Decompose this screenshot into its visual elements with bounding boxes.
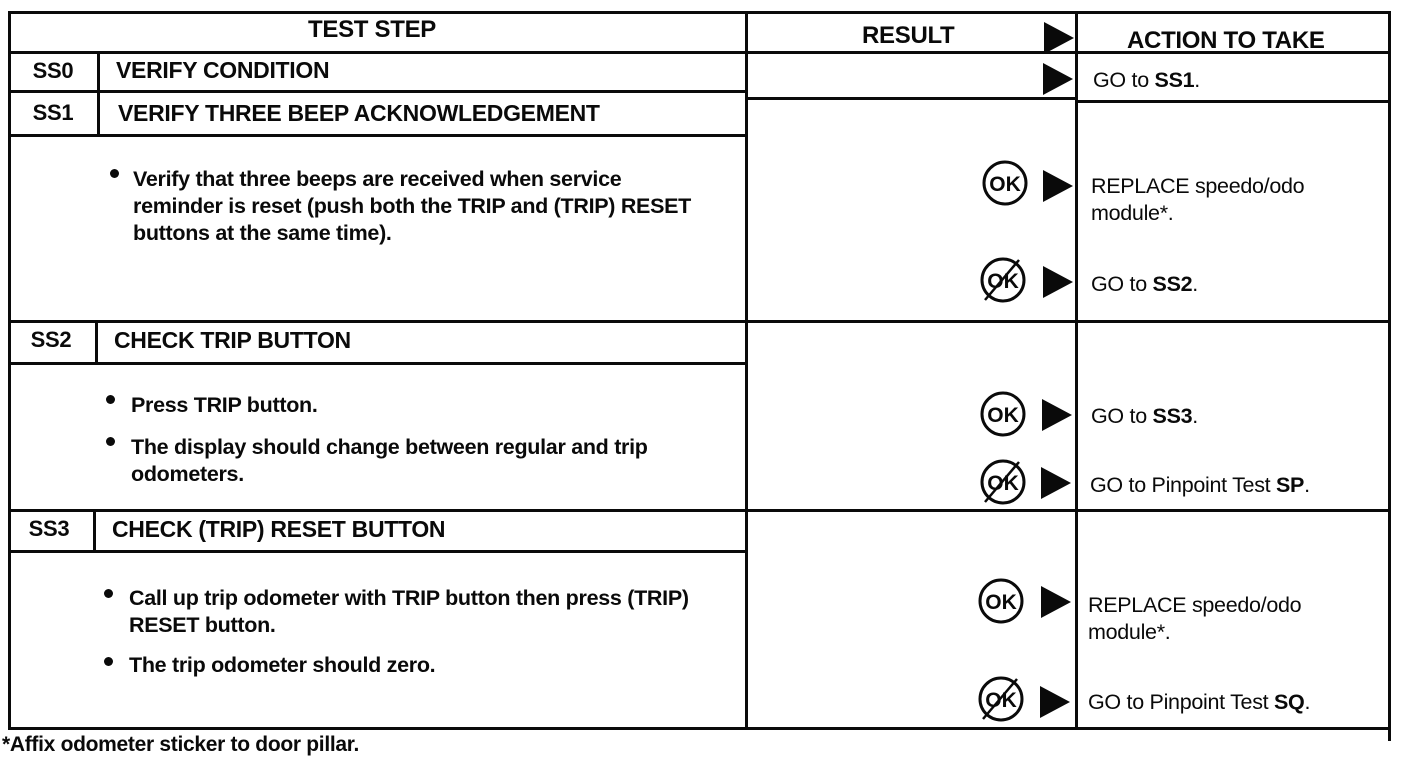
svg-text:OK: OK <box>987 472 1019 495</box>
bullet-icon <box>104 657 113 666</box>
bullet-icon <box>104 589 113 598</box>
step-code-ss0: SS0 <box>32 58 74 83</box>
header-result: RESULT <box>862 22 955 49</box>
arrow-icon <box>1043 63 1073 95</box>
svg-text:OK: OK <box>985 591 1017 614</box>
action-ss3-ok: REPLACE speedo/odo module*. <box>1088 593 1302 644</box>
not-ok-result-icon <box>979 458 1027 506</box>
arrow-icon <box>1041 586 1071 618</box>
arrow-icon <box>1040 686 1070 718</box>
svg-text:OK: OK <box>989 173 1021 196</box>
header-test-step: TEST STEP <box>308 16 436 43</box>
step-instruction: Call up trip odometer with TRIP button then press (TRIP) RESET button. <box>129 586 689 637</box>
step-title-ss3: CHECK (TRIP) RESET BUTTON <box>112 516 446 542</box>
arrow-icon <box>1042 399 1072 431</box>
step-code-ss1: SS1 <box>32 100 74 125</box>
step-instruction: The trip odometer should zero. <box>129 653 436 677</box>
step-code-ss3: SS3 <box>28 516 70 541</box>
bullet-icon <box>106 395 115 404</box>
action-ss2-not-ok: GO to Pinpoint Test SP. <box>1090 473 1310 497</box>
action-ss0: GO to SS1. <box>1093 68 1200 92</box>
header-action: ACTION TO TAKE <box>1127 27 1325 54</box>
svg-text:OK: OK <box>987 270 1019 293</box>
bullet-icon <box>106 437 115 446</box>
svg-text:OK: OK <box>985 689 1017 712</box>
not-ok-result-icon <box>979 256 1027 304</box>
step-instruction: The display should change between regular and trip odometers. <box>131 435 648 486</box>
step-instruction: Press TRIP button. <box>131 393 318 417</box>
arrow-icon <box>1043 266 1073 298</box>
step-code-ss2: SS2 <box>30 327 72 352</box>
ok-result-icon <box>979 390 1027 438</box>
step-title-ss1: VERIFY THREE BEEP ACKNOWLEDGEMENT <box>118 100 600 126</box>
bullet-icon <box>110 169 119 178</box>
step-title-ss2: CHECK TRIP BUTTON <box>114 327 351 353</box>
arrow-icon <box>1043 170 1073 202</box>
action-ss1-ok: REPLACE speedo/odo module*. <box>1091 174 1305 225</box>
ok-result-icon <box>981 159 1029 207</box>
header-arrow-icon <box>1044 22 1074 54</box>
not-ok-result-icon <box>977 675 1025 723</box>
footnote: *Affix odometer sticker to door pillar. <box>2 733 360 756</box>
step-title-ss0: VERIFY CONDITION <box>116 57 330 83</box>
action-ss1-not-ok: GO to SS2. <box>1091 272 1198 296</box>
svg-text:OK: OK <box>987 404 1019 427</box>
action-ss3-not-ok: GO to Pinpoint Test SQ. <box>1088 690 1311 714</box>
ok-result-icon <box>977 577 1025 625</box>
step-instruction: Verify that three beeps are received when service reminder is reset (push both the TRIP and (TRIP) RESET buttons at the same time). <box>133 167 692 245</box>
action-ss2-ok: GO to SS3. <box>1091 404 1198 428</box>
arrow-icon <box>1041 467 1071 499</box>
